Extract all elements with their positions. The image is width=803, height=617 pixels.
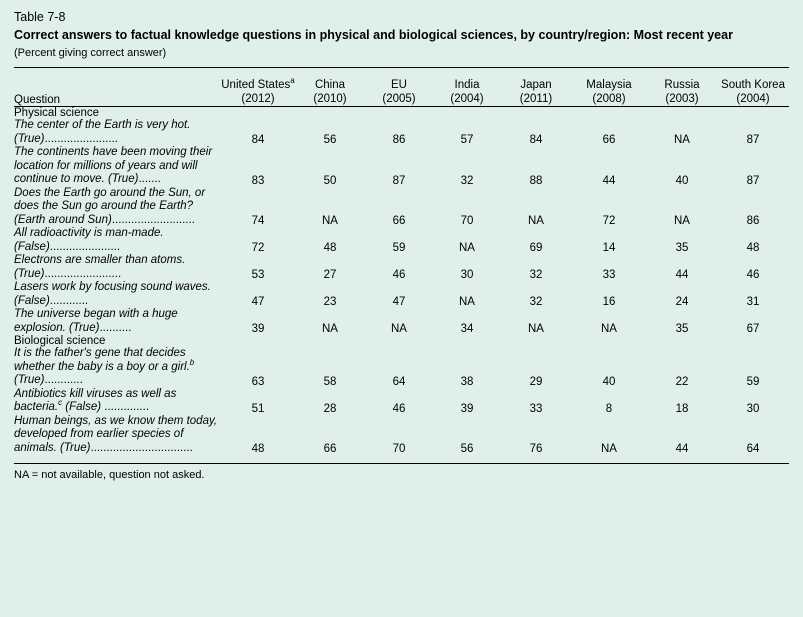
cell-malaysia: 33 (602, 269, 616, 281)
cell-eu: 46 (392, 402, 406, 415)
table-row (14, 119, 789, 146)
header-japan-year: (2011) (519, 93, 553, 105)
cell-malaysia: 16 (602, 296, 616, 308)
row-question (14, 415, 221, 456)
cell-japan: 84 (529, 134, 543, 146)
cell-malaysia: 44 (602, 174, 616, 187)
cell-south-korea: 67 (746, 323, 760, 335)
header-south-korea (717, 78, 789, 107)
row-question-text: Human beings, as we know them today, developed from earlier species of animals. (True) (14, 414, 218, 454)
table-row (14, 347, 789, 388)
row-question (14, 388, 221, 415)
header-eu-label: EU (391, 79, 407, 91)
row-question (14, 254, 221, 281)
header-china-label: China (314, 79, 346, 91)
cell-united-states: 74 (251, 215, 265, 227)
table-row (14, 227, 789, 254)
row-leader: ........................ (44, 267, 122, 280)
header-united-states-sup: a (290, 76, 295, 86)
table-footnote: NA = not available, question not asked. (14, 469, 205, 481)
cell-japan: 32 (529, 269, 543, 281)
cell-eu: NA (391, 323, 407, 335)
header-malaysia-year: (2008) (592, 93, 626, 105)
cell-eu: 86 (392, 134, 406, 146)
table-title: Correct answers to factual knowledge questions in physical and biological sciences, by country/region: Most recent year (14, 28, 733, 42)
row-question (14, 281, 221, 308)
cell-russia: 35 (675, 242, 689, 254)
table-row (14, 146, 789, 187)
cell-united-states: 48 (251, 443, 265, 455)
row-leader: ............ (49, 294, 89, 307)
cell-south-korea: 46 (746, 269, 760, 281)
row-question-text: Lasers work by focusing sound waves. (False) (14, 281, 211, 307)
cell-japan: 33 (529, 402, 543, 415)
header-united-states (221, 78, 295, 107)
cell-japan: 88 (529, 174, 543, 187)
cell-united-states: 84 (251, 134, 265, 146)
header-russia (647, 78, 717, 107)
cell-south-korea: 64 (746, 443, 760, 455)
table-row (14, 415, 789, 456)
row-question-sup: c (58, 398, 63, 408)
cell-russia: 44 (675, 443, 689, 455)
cell-russia: 22 (675, 375, 689, 388)
group-label-biological-science: Biological science (14, 335, 106, 347)
cell-japan: 69 (529, 242, 543, 254)
cell-united-states: 53 (251, 269, 265, 281)
header-india-label: India (454, 79, 480, 91)
cell-eu: 47 (392, 296, 406, 308)
cell-united-states: 83 (251, 174, 265, 187)
cell-russia: 44 (675, 269, 689, 281)
cell-united-states: 39 (251, 323, 265, 335)
cell-japan: NA (528, 323, 544, 335)
row-question-text: It is the father's gene that decides whether the baby is a boy or a girl. (14, 347, 190, 373)
cell-malaysia: 14 (602, 242, 616, 254)
cell-china: 56 (323, 134, 337, 146)
row-question-tail: (False) (62, 401, 102, 413)
header-russia-year: (2003) (665, 93, 699, 105)
cell-malaysia: 40 (602, 375, 616, 388)
header-spacer-row (14, 68, 789, 78)
header-south-korea-year: (2004) (736, 93, 770, 105)
table-row (14, 281, 789, 308)
row-question-text: The universe began with a huge explosion. (True) (14, 308, 178, 334)
cell-malaysia: 8 (605, 402, 613, 415)
cell-russia: 18 (675, 402, 689, 415)
row-question-tail: (True) (14, 374, 45, 386)
row-question (14, 119, 221, 146)
header-india (433, 78, 501, 107)
table-subtitle: (Percent giving correct answer) (14, 47, 167, 59)
cell-china: 66 (323, 443, 337, 455)
data-table (14, 67, 789, 464)
cell-south-korea: 87 (746, 174, 760, 187)
header-south-korea-label: South Korea (721, 79, 785, 91)
group-label-physical-science: Physical science (14, 107, 100, 119)
cell-india: 38 (460, 375, 474, 388)
cell-south-korea: 59 (746, 375, 760, 388)
row-question-text: All radioactivity is man-made. (False) (14, 227, 164, 253)
row-question-text: Antibiotics kill viruses as well as bacteria. (14, 387, 177, 413)
cell-india: 34 (460, 323, 474, 335)
table-number: Table 7-8 (14, 10, 66, 24)
cell-south-korea: 87 (746, 134, 760, 146)
cell-india: 70 (460, 215, 474, 227)
cell-united-states: 72 (251, 242, 265, 254)
row-leader: ....................... (44, 132, 118, 145)
header-malaysia-label: Malaysia (586, 79, 632, 91)
header-eu-year: (2005) (382, 93, 416, 105)
header-united-states-label: United States (221, 79, 291, 91)
row-question-sup: b (189, 357, 195, 367)
cell-india: 39 (460, 402, 474, 415)
cell-china: 50 (323, 174, 337, 187)
cell-eu: 46 (392, 269, 406, 281)
cell-eu: 64 (392, 375, 406, 388)
group-row-biological-science (14, 335, 789, 347)
header-china (295, 78, 365, 107)
header-china-year: (2010) (313, 93, 347, 105)
row-leader: ............ (44, 374, 83, 386)
cell-united-states: 47 (251, 296, 265, 308)
row-leader: .......... (99, 321, 132, 334)
cell-india: 32 (460, 174, 474, 187)
row-question-text: The center of the Earth is very hot. (True) (14, 119, 191, 145)
cell-eu: 70 (392, 443, 406, 455)
cell-russia: 24 (675, 296, 689, 308)
header-united-states-year: (2012) (241, 93, 275, 105)
row-question-text: Electrons are smaller than atoms. (True) (14, 254, 186, 280)
cell-south-korea: 48 (746, 242, 760, 254)
row-question-text: The continents have been moving their location for millions of years and will continue to move. (True) (14, 146, 213, 185)
row-question (14, 187, 221, 228)
cell-eu: 66 (392, 215, 406, 227)
row-leader: ................................ (90, 441, 193, 454)
row-question (14, 308, 221, 335)
cell-china: 28 (323, 402, 337, 415)
cell-russia: NA (674, 215, 690, 227)
cell-india: NA (459, 242, 475, 254)
cell-india: 30 (460, 269, 474, 281)
cell-united-states: 51 (251, 402, 265, 415)
header-question: Question (14, 94, 61, 106)
row-question (14, 146, 221, 187)
cell-malaysia: NA (601, 323, 617, 335)
cell-china: 48 (323, 242, 337, 254)
header-eu (365, 78, 433, 107)
cell-china: NA (322, 323, 338, 335)
cell-china: 27 (323, 269, 337, 281)
header-india-year: (2004) (450, 93, 484, 105)
cell-eu: 87 (392, 174, 406, 187)
row-question (14, 347, 221, 388)
row-leader: .......................... (111, 213, 195, 226)
cell-russia: NA (674, 134, 690, 146)
cell-japan: NA (528, 215, 544, 227)
row-leader: .............. (101, 401, 150, 413)
cell-malaysia: 66 (602, 134, 616, 146)
cell-united-states: 63 (251, 375, 265, 388)
cell-japan: 76 (529, 443, 543, 455)
spacer-row-bottom (14, 455, 789, 464)
cell-china: 58 (323, 375, 337, 388)
header-japan (501, 78, 571, 107)
cell-india: NA (459, 296, 475, 308)
cell-malaysia: 72 (602, 215, 616, 227)
cell-china: 23 (323, 296, 337, 308)
cell-japan: 32 (529, 296, 543, 308)
cell-china: NA (322, 215, 338, 227)
cell-south-korea: 86 (746, 215, 760, 227)
header-row (14, 78, 789, 107)
row-question (14, 227, 221, 254)
cell-russia: 35 (675, 323, 689, 335)
row-question-text: Does the Earth go around the Sun, or does the Sun go around the Earth? (Earth around Sun) (14, 186, 206, 226)
header-malaysia (571, 78, 647, 107)
row-leader: ....... (138, 173, 161, 185)
table-row (14, 254, 789, 281)
table-row (14, 187, 789, 228)
row-leader: ...................... (49, 240, 121, 253)
header-russia-label: Russia (664, 79, 700, 91)
group-row-physical-science (14, 107, 789, 119)
cell-south-korea: 30 (746, 402, 760, 415)
cell-india: 56 (460, 443, 474, 455)
cell-japan: 29 (529, 375, 543, 388)
cell-india: 57 (460, 134, 474, 146)
table-row (14, 388, 789, 415)
cell-south-korea: 31 (746, 296, 760, 308)
cell-malaysia: NA (601, 443, 617, 455)
cell-russia: 40 (675, 174, 689, 187)
table-row (14, 308, 789, 335)
cell-eu: 59 (392, 242, 406, 254)
header-japan-label: Japan (520, 79, 552, 91)
